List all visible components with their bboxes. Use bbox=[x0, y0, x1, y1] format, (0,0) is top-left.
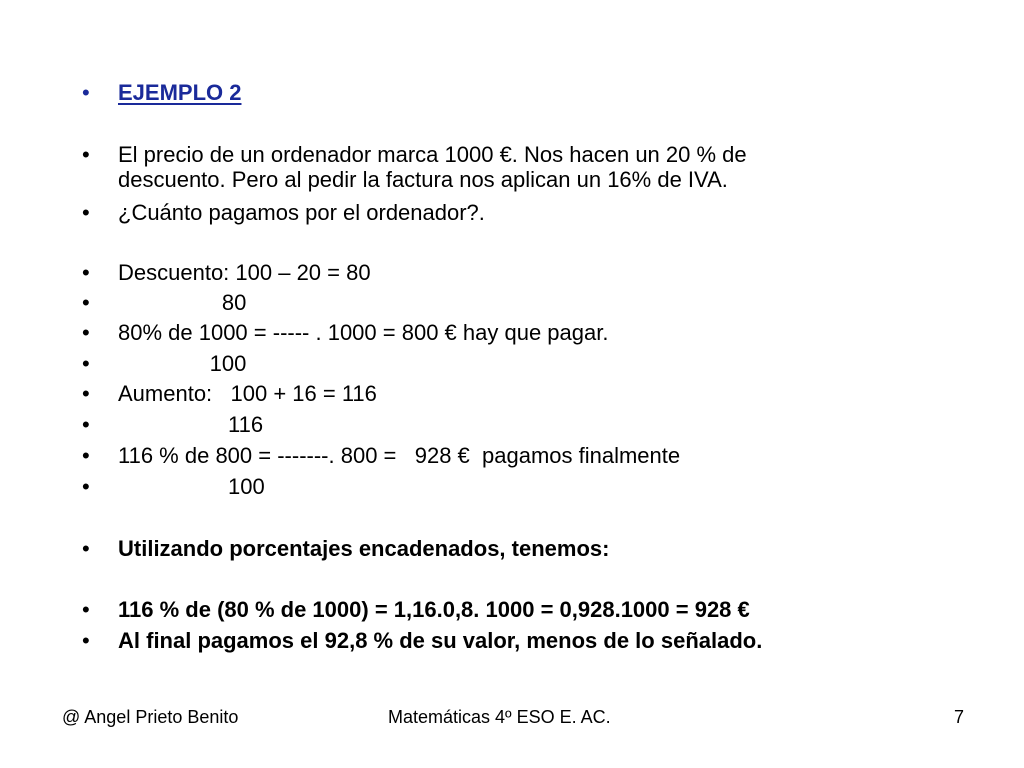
problem-text-1: El precio de un ordenador marca 1000 €. Nos hacen un 20 % de bbox=[118, 142, 747, 167]
discount-text: Descuento: 100 – 20 = 80 bbox=[118, 260, 371, 285]
increase-denominator: 100 bbox=[118, 474, 265, 499]
footer-course: Matemáticas 4º ESO E. AC. bbox=[388, 707, 611, 727]
discount-calc: 80% de 1000 = ----- . 1000 = 800 € hay que pagar. bbox=[118, 320, 609, 345]
heading-title: EJEMPLO 2 bbox=[118, 80, 242, 105]
bullet: • bbox=[82, 200, 90, 225]
discount-numerator: 80 bbox=[118, 290, 247, 315]
bullet: • bbox=[82, 443, 90, 468]
bullet: • bbox=[82, 290, 90, 315]
problem-text-2: descuento. Pero al pedir la factura nos aplican un 16% de IVA. bbox=[118, 167, 728, 192]
bullet: • bbox=[82, 536, 90, 561]
conclusion: Al final pagamos el 92,8 % de su valor, menos de lo señalado. bbox=[118, 628, 763, 653]
bullet: • bbox=[82, 412, 90, 437]
bullet: • bbox=[82, 474, 90, 499]
bullet: • bbox=[82, 597, 90, 622]
footer-author: @ Angel Prieto Benito bbox=[62, 707, 239, 727]
increase-text: Aumento: 100 + 16 = 116 bbox=[118, 381, 377, 406]
increase-calc: 116 % de 800 = -------. 800 = 928 € pagamos finalmente bbox=[118, 443, 681, 468]
chained-intro: Utilizando porcentajes encadenados, tenemos: bbox=[118, 536, 610, 561]
question-text: ¿Cuánto pagamos por el ordenador?. bbox=[118, 200, 485, 225]
bullet: • bbox=[82, 320, 90, 345]
bullet: • bbox=[82, 351, 90, 376]
bullet: • bbox=[82, 381, 90, 406]
bullet: • bbox=[82, 142, 90, 167]
footer-page-number: 7 bbox=[954, 707, 965, 727]
bullet: • bbox=[82, 80, 90, 105]
bullet: • bbox=[82, 260, 90, 285]
bullet: • bbox=[82, 628, 90, 653]
increase-numerator: 116 bbox=[118, 412, 264, 437]
chained-calc: 116 % de (80 % de 1000) = 1,16.0,8. 1000 = 0,928.1000 = 928 € bbox=[118, 597, 750, 622]
discount-denominator: 100 bbox=[118, 351, 247, 376]
